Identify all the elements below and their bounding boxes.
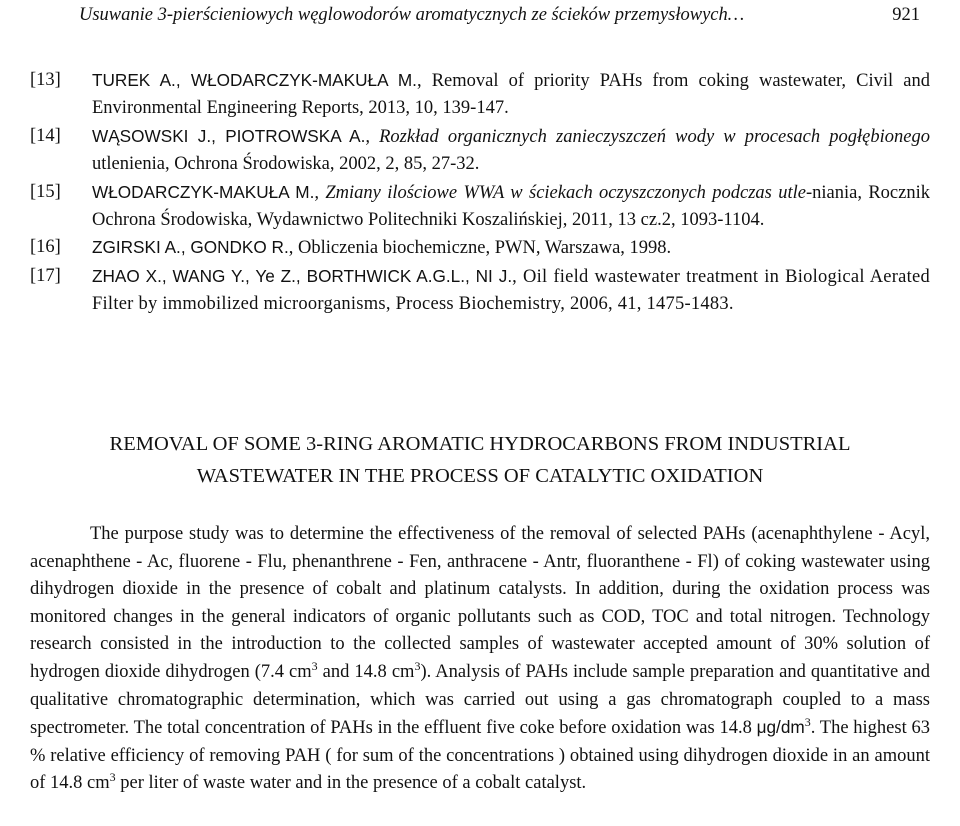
running-head-title: Usuwanie 3-pierścieniowych węglowodorów aromatycznych ze ścieków przemysłowych…	[79, 5, 745, 25]
reference-details: , Oil field wastewater treatment in Biological Aerated Filter by immobilized microorganisms, Process Biochemistry, 2006, 41, 1475-1483.	[92, 266, 930, 315]
reference-item	[30, 263, 930, 319]
abstract-text: The purpose study was to determine the effectiveness of the removal of selected PAHs (acenaphthylene - Acyl, acenaphthene - Ac, fluorene - Flu, phenanthrene - Fen, anthracene - Antr, fluoranthene - Fl) of coking wastewater using dihydrogen dioxide in the presence of cobalt and platinum catalysts. In addition, during the oxidation process was monitored changes in the general indicators of organic pollutants such as COD, TOC and total nitrogen. Technology research consisted in the introduction to the collected samples of wastewater accepted amount of 30% solution of hydrogen dioxide dihydrogen (7.4 cm	[30, 524, 930, 682]
running-header	[79, 2, 920, 28]
reference-details: utlenienia, Ochrona Środowiska, 2002, 2, 85, 27-32.	[92, 154, 480, 175]
reference-number: [17]	[30, 265, 61, 286]
abstract-title-line: WASTEWATER IN THE PROCESS OF CATALYTIC OXIDATION	[196, 465, 764, 487]
reference-details: , Removal of priority PAHs from coking wastewater, Civil and Environmental Engineering Reports, 2013, 10, 139-147.	[92, 71, 931, 119]
reference-authors: WĄSOWSKI J., PIOTROWSKA A.	[92, 125, 366, 146]
reference-title: , Zmiany ilościowe WWA w ściekach oczyszczonych podczas utle-	[314, 182, 813, 203]
reference-number: [15]	[30, 181, 61, 202]
reference-item	[30, 123, 930, 179]
abstract-title-line: REMOVAL OF SOME 3-RING AROMATIC HYDROCARBONS FROM INDUSTRIAL	[109, 433, 851, 455]
reference-authors: TUREK A., WŁODARCZYK-MAKUŁA M.	[92, 70, 417, 90]
abstract-body	[30, 521, 930, 798]
abstract-text: ). Analysis of PAHs include sample preparation and quantitative and qualitative chromatographic determination, which was carried out using a gas chromatograph coupled to a mass spectrometer. The total concentration of PAHs in the effluent five coke before oxidation was 14.8	[30, 661, 931, 739]
reference-authors: ZGIRSKI A., GONDKO R.	[92, 237, 289, 258]
abstract-text: . The highest 63 % relative efficiency of removing PAH ( for sum of the concentrations ) obtained using dihydrogen dioxide in an amount of 14.8 cm	[30, 718, 930, 794]
abstract-title	[30, 428, 930, 492]
reference-number: [14]	[30, 125, 61, 146]
superscript: 3	[804, 715, 811, 729]
superscript: 3	[109, 770, 116, 785]
abstract-text: per liter of waste water and in the presence of a cobalt catalyst.	[115, 773, 587, 794]
reference-item	[30, 179, 930, 235]
unit-label: μg/dm	[756, 717, 805, 738]
reference-number: [16]	[30, 237, 61, 258]
reference-list	[30, 67, 930, 319]
reference-title: , Rozkład organicznych zanieczyszczeń wody w procesach pogłębionego	[365, 126, 930, 147]
reference-authors: WŁODARCZYK-MAKUŁA M.	[92, 181, 315, 202]
reference-item	[30, 67, 930, 123]
reference-authors: ZHAO X., WANG Y., Ye Z., BORTHWICK A.G.L., NI J.	[92, 265, 513, 286]
abstract-text: and 14.8 cm	[317, 661, 415, 682]
reference-number: [13]	[30, 70, 61, 90]
superscript: 3	[311, 658, 318, 673]
page-number: 921	[892, 5, 920, 25]
reference-details: , Obliczenia biochemiczne, PWN, Warszawa, 1998.	[288, 238, 672, 259]
superscript: 3	[414, 658, 421, 673]
reference-details: niania, Rocznik Ochrona Środowiska, Wydawnictwo Politechniki Koszalińskiej, 2011, 13 cz.2, 1093-1104.	[92, 182, 930, 231]
reference-item	[30, 234, 930, 262]
